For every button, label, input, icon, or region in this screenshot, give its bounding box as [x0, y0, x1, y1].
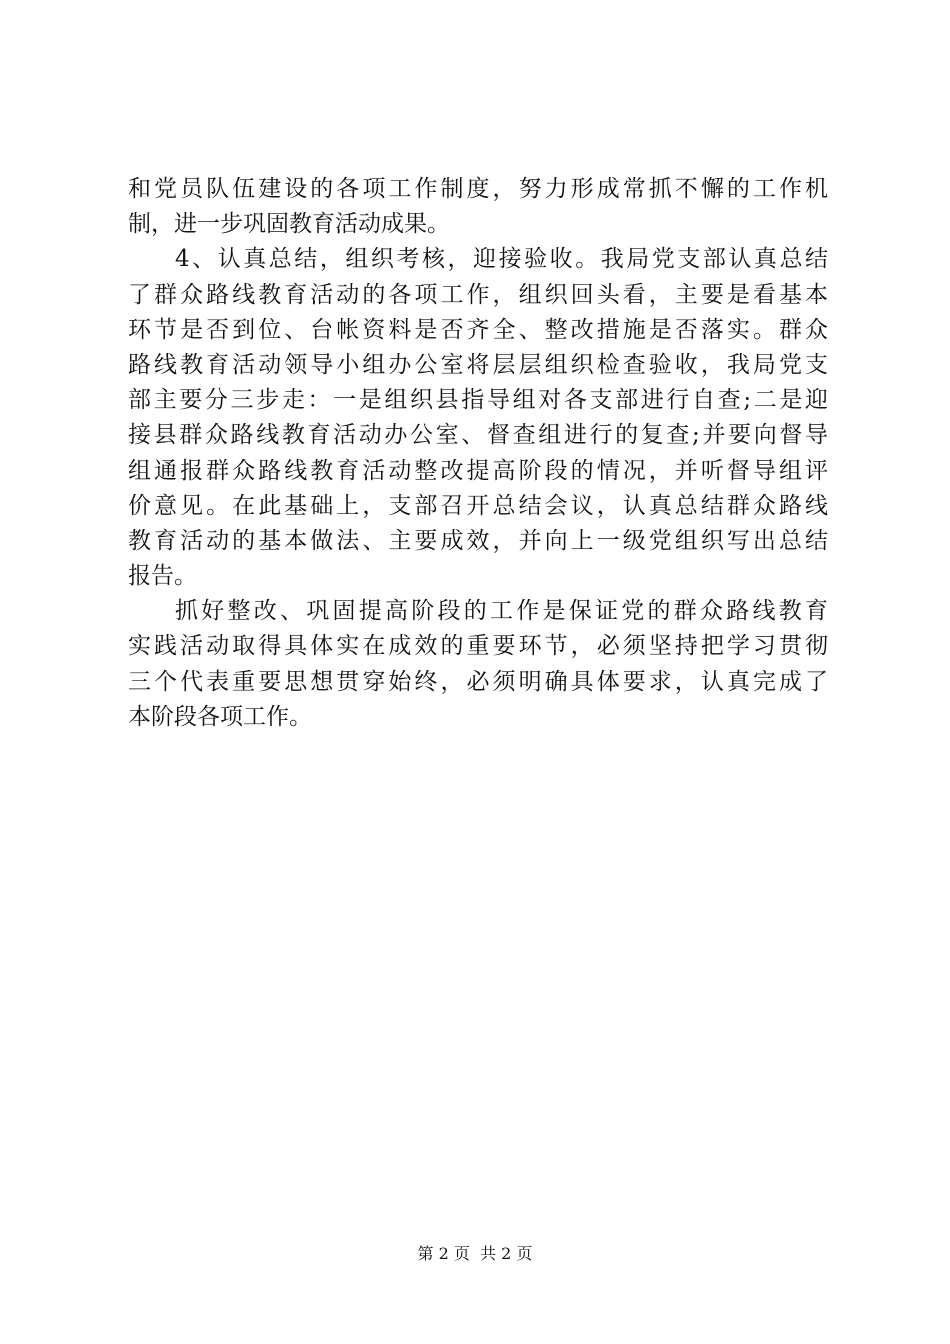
page-number: 第 2 页 共 2 页: [417, 1244, 533, 1263]
text-line: 组通报群众路线教育活动整改提高阶段的情况，并听督导组评: [128, 457, 828, 484]
text-line: 本阶段各项工作。: [128, 703, 312, 730]
text-line: 教育活动的基本做法、主要成效，并向上一级党组织写出总结: [128, 527, 828, 554]
text-line: 路线教育活动领导小组办公室将层层组织检查验收，我局党支: [128, 351, 828, 378]
text-line: 实践活动取得具体实在成效的重要环节，必须坚持把学习贯彻: [128, 633, 828, 660]
text-line: 部主要分三步走：一是组织县指导组对各支部进行自查;二是迎: [128, 387, 828, 414]
text-line: 4、认真总结，组织考核，迎接验收。我局党支部认真总结: [175, 246, 828, 273]
text-line: 报告。: [128, 563, 197, 590]
page-footer: [0, 1240, 950, 1268]
text-line: 价意见。在此基础上，支部召开总结会议，认真总结群众路线: [128, 492, 828, 519]
text-line: 环节是否到位、台帐资料是否齐全、整改措施是否落实。群众: [128, 316, 828, 343]
text-line: 了群众路线教育活动的各项工作，组织回头看，主要是看基本: [128, 281, 828, 308]
text-line: 接县群众路线教育活动办公室、督查组进行的复查;并要向督导: [128, 422, 828, 449]
text-line: 三个代表重要思想贯穿始终，必须明确具体要求，认真完成了: [128, 668, 828, 695]
text-line: 和党员队伍建设的各项工作制度，努力形成常抓不懈的工作机: [128, 176, 828, 202]
text-line: 抓好整改、巩固提高阶段的工作是保证党的群众路线教育: [175, 598, 828, 625]
body-text: [128, 172, 828, 735]
text-line: 制，进一步巩固教育活动成果。: [128, 211, 450, 238]
